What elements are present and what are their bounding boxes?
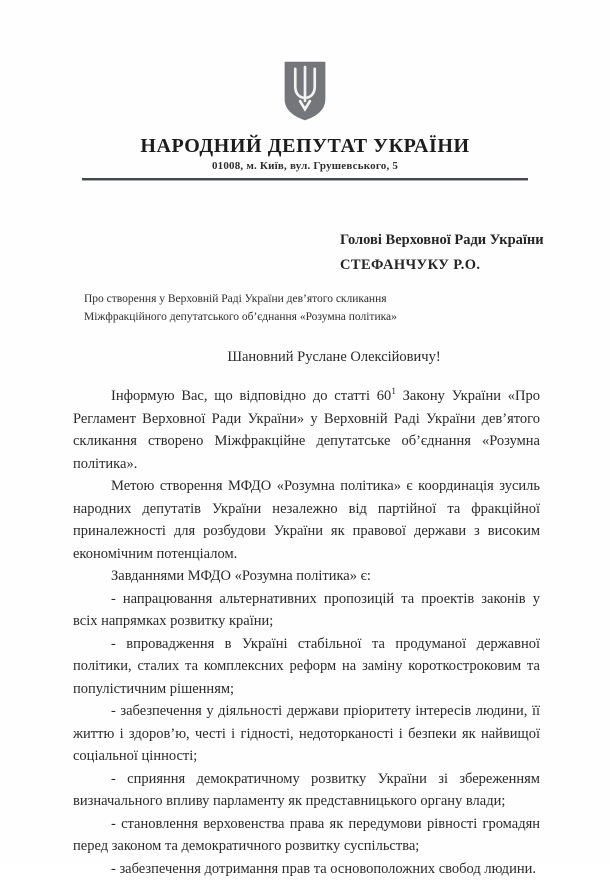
task-item: - становлення верховенства права як передумови рівності громадян перед законом та демократичного розвитку суспільства;	[73, 813, 540, 858]
letterhead-divider	[82, 178, 528, 180]
addressee-block	[340, 228, 610, 278]
task-item: - забезпечення дотримання прав та основоположних свобод людини.	[73, 858, 540, 880]
paragraph-tasks-intro: Завданнями МФДО «Розумна політика» є:	[73, 565, 540, 588]
task-item: - впровадження в Україні стабільної та продуманої державної політики, сталих та комплексних реформ на заміну короткостроковим та популістичним рішенням;	[73, 633, 540, 701]
letter-body	[73, 385, 540, 880]
subject-block	[84, 290, 610, 326]
paragraph-text: Інформую Вас, що відповідно до статті 60	[111, 388, 391, 404]
letterhead-address: 01008, м. Київ, вул. Грушевського, 5	[0, 159, 610, 173]
letterhead-title: НАРОДНИЙ ДЕПУТАТ УКРАЇНИ	[0, 134, 610, 158]
letterhead	[0, 0, 610, 180]
subject-line-1: Про створення у Верховній Раді України дев’ятого скликання	[84, 290, 610, 308]
paragraph-purpose: Метою створення МФДО «Розумна політика» є координація зусиль народних депутатів України незалежно від партійної та фракційної приналежності для розбудови України як правової держави з високим економічним потенціалом.	[73, 475, 540, 565]
task-item: - сприяння демократичному розвитку України зі збереженням визначального впливу парламенту як представницького органу влади;	[73, 768, 540, 813]
paragraph-legal-basis	[73, 385, 540, 475]
paragraph-text: Закону України «Про Регламент Верховної Ради України» у Верховній Раді України дев’ятого скликання створено Міжфракційне депутатське об’єднання «Розумна політика».	[73, 388, 540, 472]
subject-line-2: Міжфракційного депутатського об’єднання «Розумна політика»	[84, 308, 610, 326]
addressee-name: СТЕФАНЧУКУ Р.О.	[340, 253, 610, 278]
addressee-position: Голові Верховної Ради України	[340, 228, 610, 253]
task-item: - забезпечення у діяльності держави пріоритету інтересів людини, її життю і здоров’ю, честі і гідності, недоторканості і безпеки як найвищої соціальної цінності;	[73, 700, 540, 768]
ukraine-trident-emblem-icon	[280, 60, 330, 122]
task-item: - напрацювання альтернативних пропозицій та проектів законів у всіх напрямках розвитку країни;	[73, 588, 540, 633]
salutation: Шановний Руслане Олексійовичу!	[0, 349, 610, 366]
superscript-article-index: 1	[391, 386, 396, 396]
